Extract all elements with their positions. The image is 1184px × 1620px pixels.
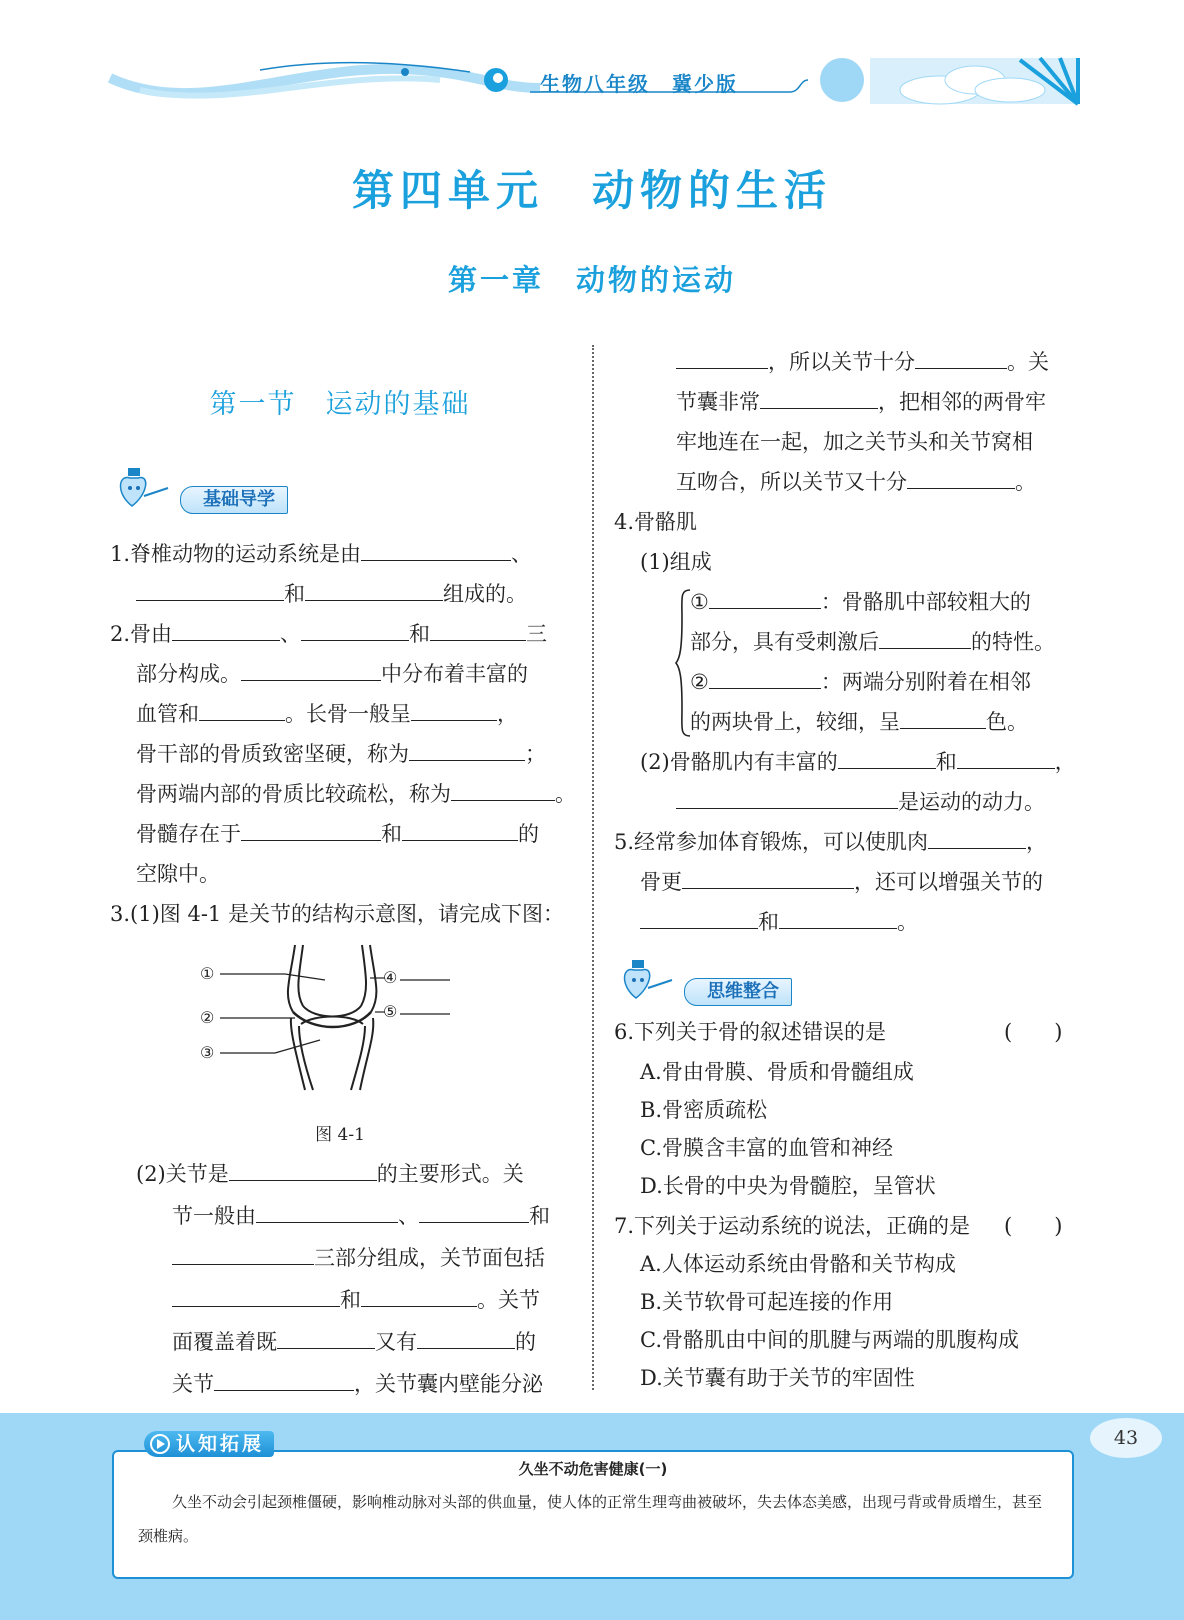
text: 三部分组成，关节面包括 (314, 1246, 545, 1270)
q2-line4 (136, 740, 546, 768)
text: 的 (515, 1330, 536, 1354)
text: 、 (280, 622, 302, 646)
text: 和 (284, 582, 305, 606)
text: 组成的。 (443, 582, 527, 606)
blank[interactable] (676, 788, 898, 809)
figure-label-4: ④ (383, 968, 398, 987)
blank[interactable] (229, 1160, 377, 1181)
right-line3 (676, 428, 1033, 456)
text: 又有 (375, 1330, 417, 1354)
blank[interactable] (411, 700, 497, 721)
blank[interactable] (301, 620, 409, 641)
text: 中分布着丰富的 (381, 662, 528, 686)
q6-stem (614, 1018, 1076, 1046)
text: 和 (758, 910, 779, 934)
text: 的 (518, 822, 539, 846)
unit-title: 第四单元 动物的生活 (351, 166, 832, 215)
blank[interactable] (709, 668, 821, 689)
right-line1 (676, 348, 1049, 376)
text: 7.下列关于运动系统的说法，正确的是 (614, 1214, 971, 1238)
section-title: 第一节 运动的基础 (209, 389, 471, 420)
blank[interactable] (417, 1328, 515, 1349)
q3-p3 (172, 1202, 550, 1230)
text: ， (1026, 830, 1048, 854)
text: 。 (897, 910, 918, 934)
text: 骨两端内部的骨质比较疏松，称为 (136, 782, 451, 806)
text: 2.骨由 (110, 622, 173, 646)
text: 和 (935, 750, 957, 774)
text: 骨干部的骨质致密坚硬，称为 (136, 742, 409, 766)
q7-option-c[interactable]: C.骨骼肌由中间的肌腱与两端的肌腹构成 (640, 1328, 1019, 1352)
q4-title (614, 508, 697, 536)
text: 5.经常参加体育锻炼，可以使肌肉 (614, 830, 929, 854)
text: (1)组成 (640, 550, 712, 574)
mascot-icon (614, 958, 678, 1008)
page-number: 43 (1090, 1418, 1162, 1458)
q3-p7 (172, 1370, 543, 1398)
blank[interactable] (915, 348, 1007, 369)
q7-option-b[interactable]: B.关节软骨可起连接的作用 (640, 1290, 894, 1314)
right-line2 (676, 388, 1046, 416)
header-title: 生物八年级 冀少版 (540, 72, 738, 96)
text: 。 (555, 782, 576, 806)
text: 互吻合，所以关节又十分 (676, 470, 907, 494)
blank[interactable] (907, 468, 1015, 489)
text: 、 (398, 1204, 419, 1228)
q2-line5 (136, 780, 576, 808)
q6-option-d[interactable]: D.长骨的中央为骨髓腔，呈管状 (640, 1174, 936, 1198)
blank[interactable] (256, 1202, 398, 1223)
header-decoration (0, 0, 1184, 120)
text: (2)关节是 (136, 1162, 229, 1186)
blank[interactable] (928, 828, 1026, 849)
blank[interactable] (241, 660, 381, 681)
q5-line2 (640, 868, 1043, 896)
q7-option-a[interactable]: A.人体运动系统由骨骼和关节构成 (640, 1252, 956, 1276)
q3-p2 (136, 1160, 524, 1188)
blank[interactable] (676, 348, 768, 369)
text: ，关节囊内壁能分泌 (354, 1372, 543, 1396)
blank[interactable] (709, 588, 821, 609)
blank[interactable] (241, 820, 381, 841)
figure-label-3: ③ (200, 1043, 215, 1062)
figure-label-5: ⑤ (383, 1002, 398, 1021)
text: 部分构成。 (136, 662, 241, 686)
blank[interactable] (409, 740, 525, 761)
banner-basic-label: 基础导学 (180, 486, 288, 514)
blank[interactable] (402, 820, 518, 841)
blank[interactable] (214, 1370, 354, 1391)
q2-line7 (136, 860, 220, 888)
text: 和 (409, 622, 431, 646)
text: 4.骨骼肌 (614, 510, 698, 534)
q6-option-a[interactable]: A.骨由骨膜、骨质和骨髓组成 (640, 1060, 914, 1084)
text: ； (525, 742, 546, 766)
text: 节一般由 (172, 1204, 256, 1228)
text: 节囊非常 (676, 390, 760, 414)
q6-option-c[interactable]: C.骨膜含丰富的血管和神经 (640, 1136, 893, 1160)
blank[interactable] (172, 1286, 340, 1307)
right-line4 (676, 468, 1036, 496)
text: 的特性。 (971, 630, 1055, 654)
q7-option-d[interactable]: D.关节囊有助于关节的牢固性 (640, 1366, 915, 1390)
text: ② (690, 670, 709, 694)
blank[interactable] (419, 1202, 529, 1223)
text: 和 (381, 822, 402, 846)
blank[interactable] (172, 1244, 314, 1265)
q4-b4 (690, 708, 1028, 736)
joint-diagram (195, 940, 475, 1100)
text: 骨髓存在于 (136, 822, 241, 846)
joint-figure (195, 940, 475, 1100)
extension-tag (144, 1431, 274, 1457)
q2-line3 (136, 700, 518, 728)
banner-basic (110, 480, 330, 514)
text: 3.(1)图 4-1 是关节的结构示意图，请完成下图： (110, 902, 564, 926)
extension-tag-label: 认知拓展 (176, 1433, 265, 1455)
answer-paren[interactable]: ( ) (1004, 1020, 1063, 1044)
text: 的主要形式。关 (376, 1162, 524, 1186)
blank[interactable] (172, 620, 280, 641)
play-arrow-icon (150, 1434, 170, 1454)
q2-line6 (136, 820, 539, 848)
text: 。长骨一般呈 (285, 702, 411, 726)
text: 色。 (986, 710, 1028, 734)
q4-b1 (690, 588, 1031, 616)
text: ① (690, 590, 709, 614)
extension-body: 久坐不动会引起颈椎僵硬，影响椎动脉对头部的供血量，使人体的正常生理弯曲被破坏，失去体态美感，出现弓背或骨质增生，甚至颈椎病。 (138, 1493, 1043, 1545)
text: 是运动的动力。 (898, 790, 1045, 814)
answer-paren[interactable]: ( ) (1004, 1214, 1063, 1238)
text: 骨更 (640, 870, 682, 894)
figure-caption: 图 4-1 (315, 1125, 365, 1145)
banner-thinking-label: 思维整合 (684, 978, 792, 1006)
q4-b2 (690, 628, 1055, 656)
blank[interactable] (900, 708, 986, 729)
text: ：两端分别附着在相邻 (820, 670, 1031, 694)
page-header (0, 0, 1184, 120)
text: ：骨骼肌中部较粗大的 (820, 590, 1031, 614)
text: 牢地连在一起，加之关节头和关节窝相 (676, 430, 1033, 454)
text: 三 (526, 622, 548, 646)
text: 空隙中。 (136, 862, 220, 886)
q4-sub1 (640, 548, 712, 576)
q2-line2 (136, 660, 528, 688)
text: ，还可以增强关节的 (854, 870, 1043, 894)
text: ，把相邻的两骨牢 (878, 390, 1046, 414)
q2-line1 (110, 620, 547, 648)
text: 。关 (1007, 350, 1049, 374)
blank[interactable] (640, 908, 758, 929)
text: 和 (340, 1288, 361, 1312)
text: 和 (529, 1204, 550, 1228)
blank[interactable] (682, 868, 854, 889)
q7-stem (614, 1212, 1076, 1240)
blank[interactable] (199, 700, 285, 721)
column-divider (592, 345, 594, 1390)
q5-line3 (640, 908, 918, 936)
blank[interactable] (838, 748, 936, 769)
extension-title: 久坐不动危害健康(一) (518, 1460, 668, 1478)
q6-option-b[interactable]: B.骨密质疏松 (640, 1098, 768, 1122)
blank[interactable] (957, 748, 1055, 769)
q4-b3 (690, 668, 1031, 696)
text: 6.下列关于骨的叙述错误的是 (614, 1020, 887, 1044)
text: (2)骨骼肌内有丰富的 (640, 750, 838, 774)
text: 关节 (172, 1372, 214, 1396)
chapter-title: 第一章 动物的运动 (447, 263, 736, 297)
text: 的两块骨上，较细，呈 (690, 710, 900, 734)
blank[interactable] (430, 620, 526, 641)
text: 。 (1015, 470, 1036, 494)
text: 。关节 (477, 1288, 540, 1312)
blank[interactable] (451, 780, 555, 801)
figure-label-2: ② (200, 1008, 215, 1027)
q4-sub2 (640, 748, 1076, 776)
blank[interactable] (136, 580, 284, 601)
blank[interactable] (879, 628, 971, 649)
q1-line1 (110, 540, 532, 568)
q3-p6 (172, 1328, 536, 1356)
text: 1.脊椎动物的运动系统是由 (110, 542, 362, 566)
q4-sub3 (676, 788, 1045, 816)
text: 、 (511, 542, 533, 566)
blank[interactable] (361, 1286, 477, 1307)
q1-line2 (136, 580, 527, 608)
figure-label-1: ① (200, 964, 215, 983)
text: ， (1054, 750, 1076, 774)
mascot-icon (110, 466, 174, 516)
blank[interactable] (305, 580, 443, 601)
text: ， (497, 702, 518, 726)
q5-line1 (614, 828, 1047, 856)
q3-p5 (172, 1286, 540, 1314)
blank[interactable] (779, 908, 897, 929)
blank[interactable] (361, 540, 511, 561)
blank[interactable] (277, 1328, 375, 1349)
text: 部分，具有受刺激后 (690, 630, 879, 654)
text: ，所以关节十分 (768, 350, 915, 374)
blank[interactable] (760, 388, 878, 409)
text: 面覆盖着既 (172, 1330, 277, 1354)
text: 血管和 (136, 702, 199, 726)
q3-p4 (172, 1244, 545, 1272)
q3-line1 (110, 900, 564, 928)
banner-thinking (614, 972, 844, 1006)
